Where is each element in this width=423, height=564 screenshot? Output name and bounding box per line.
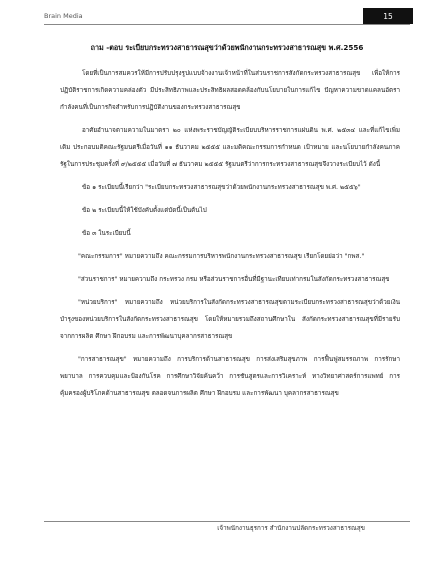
footer-divider	[44, 521, 410, 522]
definition-government-agency: "ส่วนราชการ" หมายความถึง กระทรวง กรม หรือส่วนราชการอื่นที่มีฐานะเทียบเท่ากรมในสังกัดกระทรวงสาธารณสุข	[78, 276, 390, 283]
page-title: ถาม -ตอบ ระเบียบกระทรวงสาธารณสุขว่าด้วยพนักงานกระทรวงสาธารณสุข พ.ศ.2556	[90, 43, 364, 52]
definition-public-health: "การสาธารณสุข" หมายความถึง การบริการด้านสาธารณสุข การส่งเสริมสุขภาพ การฟื้นฟูสมรรถภาพ การรักษาพยาบาล การควบคุมและป้องกันโรค การศึกษาวิจัยค้นคว้า การชันสูตรและการวิเคราะห์ ทางวิทยาศาสตร์การแพทย์ การคุ้มครองผู้บริโภคด้านสาธารณสุข ตลอดจนการผลิต ศึกษา ฝึกอบรม และการพัฒนา บุคลากรสาธารณสุข	[60, 356, 400, 397]
clause-3-paragraph: ข้อ ๓ ในระเบียบนี้	[82, 230, 131, 237]
footer-text: เจ้าพนักงานธุรการ สำนักงานปลัดกระทรวงสาธารณสุข	[217, 525, 365, 532]
definition-committee: "คณะกรรมการ" หมายความถึง คณะกรรมการบริหารพนักงานกระทรวงสาธารณสุข เรียกโดยย่อว่า "กพส."	[78, 253, 365, 260]
definition-service-unit: "หน่วยบริการ" หมายความถึง หน่วยบริการในสังกัดกระทรวงสาธารณสุขตามระเบียบกระทรวงสาธารณสุขว่าด้วยเงินบำรุงของหน่วยบริการในสังกัดกระทรวงสาธารณสุข โดยให้หมายรวมถึงสถานศึกษาใน สังกัดกระทรวงสาธารณสุขที่มีรายรับจากการผลิต ศึกษา ฝึกอบรม และการพัฒนาบุคลากรสาธารณสุข	[60, 299, 400, 340]
authority-paragraph: อาศัยอำนาจตามความในมาตรา ๒๐ แห่งพระราชบัญญัติระเบียบบริหารราชการแผ่นดิน พ.ศ. ๒๕๓๔ และที่แก้ไขเพิ่มเติม ประกอบมติคณะรัฐมนตรีเมื่อวันที่ ๑๑ ธันวาคม ๒๕๕๕ และมติคณะกรรมการกำหนด เป้าหมาย และนโยบายกำลังคนภาครัฐในการประชุมครั้งที่ ๙/๒๕๕๕ เมื่อวันที่ ๗ ธันวาคม ๒๕๕๕ รัฐมนตรีว่าการกระทรวงสาธารณสุขจึงวางระเบียบไว้ ดังนี้	[60, 127, 400, 168]
brand-name: Brain Media	[44, 12, 83, 20]
header-divider	[44, 24, 410, 25]
body-text	[60, 65, 400, 408]
page-number: 15	[363, 8, 413, 24]
clause-1-paragraph: ข้อ ๑ ระเบียบนี้เรียกว่า "ระเบียบกระทรวงสาธารณสุขว่าด้วยพนักงานกระทรวงสาธารณสุข พ.ศ. ๒๕๕๖"	[82, 184, 361, 191]
intro-paragraph: โดยที่เป็นการสมควรให้มีการปรับปรุงรูปแบบจ้างงานเจ้าหน้าที่ในส่วนราชการสังกัดกระทรวงสาธารณสุข เพื่อให้การปฏิบัติราชการเกิดความคล่องตัว มีประสิทธิภาพและประสิทธิผลสอดคล้องกับนโยบายในการแก้ไข ปัญหาความขาดแคลนอัตรากำลังคนที่เป็นการกิจสำหรับการปฏิบัติงานของกระทรวงสาธารณสุข	[60, 70, 400, 111]
clause-2-paragraph: ข้อ ๒ ระเบียบนี้ให้ใช้บังคับตั้งแต่บัดนี้เป็นต้นไป	[82, 207, 207, 214]
